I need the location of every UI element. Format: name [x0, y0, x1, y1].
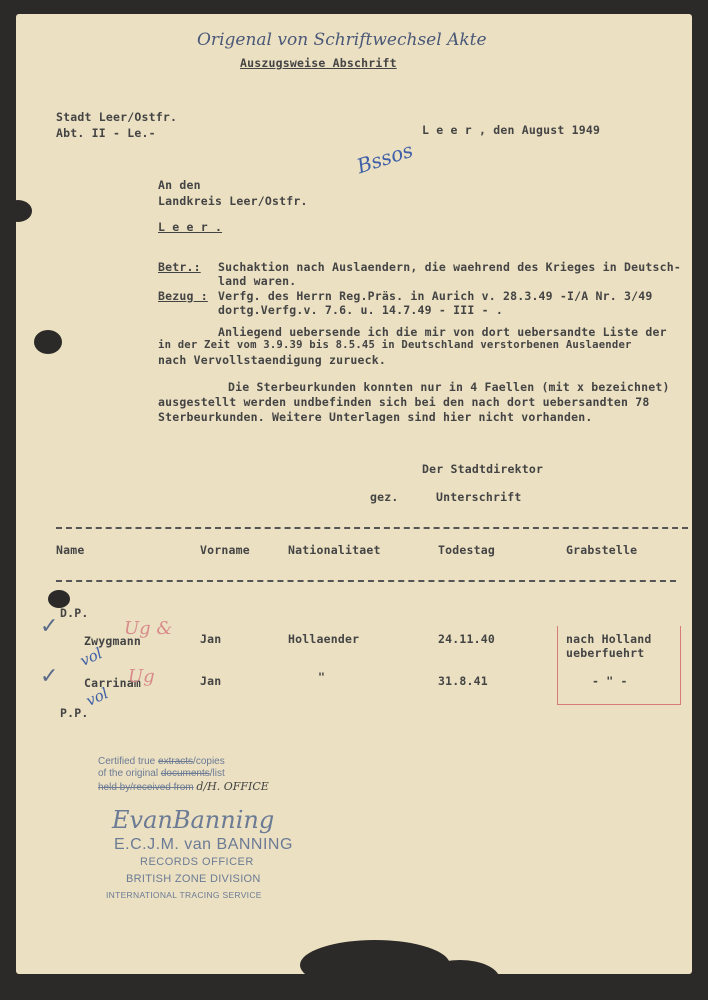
- paragraph-1-line-1: Anliegend uebersende ich die mir von dort uebersandte Liste der: [218, 325, 667, 339]
- table-row-1-name: Zwygmann: [84, 634, 141, 648]
- certify-text-1b: extracts: [158, 756, 194, 767]
- signature-name: Unterschrift: [436, 490, 522, 504]
- margin-note-dp: D.P.: [60, 606, 89, 620]
- paragraph-2-line-3: Sterbeurkunden. Weitere Unterlagen sind hier nicht vorhanden.: [158, 410, 593, 424]
- sender-line-2: Abt. II - Le.-: [56, 126, 156, 140]
- table-header-todestag: Todestag: [438, 543, 495, 557]
- check-mark-2: ✓: [40, 664, 59, 689]
- table-divider-header: [56, 580, 676, 582]
- betr-label: Betr.:: [158, 260, 201, 274]
- table-row-2-name: Carrinam: [84, 676, 141, 690]
- certify-text-1c: /copies: [193, 756, 225, 767]
- address-line-3: L e e r .: [158, 220, 223, 234]
- blue-mark-1: vol: [77, 644, 106, 670]
- certify-text-2a: of the original: [98, 768, 161, 779]
- table-row-2-todestag: 31.8.41: [438, 674, 488, 688]
- table-row-2-nationalitaet: ": [318, 670, 326, 684]
- punch-hole-middle: [34, 330, 62, 354]
- stamp-name: E.C.J.M. van BANNING: [114, 836, 293, 853]
- table-header-grabstelle: Grabstelle: [566, 543, 638, 557]
- table-row-2-vorname: Jan: [200, 674, 222, 688]
- certify-text-3a: held by/received from: [98, 782, 194, 793]
- sender-line-1: Stadt Leer/Ostfr.: [56, 110, 178, 124]
- address-line-2: Landkreis Leer/Ostfr.: [158, 194, 308, 208]
- paragraph-1-line-2: in der Zeit vom 3.9.39 bis 8.5.45 in Deutschland verstorbenen Auslaender: [158, 339, 632, 351]
- paragraph-2-line-1: Die Sterbeurkunden konnten nur in 4 Faellen (mit x bezeichnet): [228, 380, 670, 394]
- certification-line-3: [98, 780, 269, 793]
- header-title: Auszugsweise Abschrift: [240, 56, 397, 70]
- paragraph-1-line-3: nach Vervollstaendigung zurueck.: [158, 353, 386, 367]
- signature-gez: gez.: [370, 490, 399, 504]
- table-header-name: Name: [56, 543, 85, 557]
- certify-text-2b: documents: [160, 768, 210, 779]
- paragraph-2-line-2: ausgestellt werden undbefinden sich bei den nach dort uebersandten 78: [158, 395, 650, 409]
- betr-text-1: Suchaktion nach Auslaendern, die waehrend des Krieges in Deutsch-: [218, 260, 682, 274]
- stamp-role: RECORDS OFFICER: [140, 856, 254, 868]
- betr-text-2: land waren.: [218, 274, 297, 288]
- certify-text-3b: d/H. OFFICE: [196, 780, 269, 793]
- certification-line-1: [98, 756, 225, 767]
- punch-hole-top: [4, 200, 32, 222]
- table-header-vorname: Vorname: [200, 543, 250, 557]
- table-row-2-grabstelle: - " -: [592, 674, 628, 688]
- check-mark-1: ✓: [40, 614, 59, 639]
- address-line-1: An den: [158, 178, 201, 192]
- certify-text-1a: Certified true: [98, 756, 159, 767]
- table-row-1-vorname: Jan: [200, 632, 222, 646]
- red-bracket-box: [557, 626, 681, 705]
- table-row-1-todestag: 24.11.40: [438, 632, 495, 646]
- place-date: L e e r , den August 1949: [422, 123, 601, 137]
- signature-title: Der Stadtdirektor: [422, 462, 544, 476]
- bezug-label: Bezug :: [158, 289, 208, 303]
- stamp-service: INTERNATIONAL TRACING SERVICE: [106, 890, 262, 900]
- bezug-text-1: Verfg. des Herrn Reg.Präs. in Aurich v. 28.3.49 -I/A Nr. 3/49: [218, 289, 653, 303]
- table-row-1-grabstelle-1: nach Holland: [566, 632, 652, 646]
- table-divider-top: [56, 527, 688, 529]
- table-row-1-grabstelle-2: ueberfuehrt: [566, 646, 645, 660]
- bezug-text-2: dortg.Verfg.v. 7.6. u. 14.7.49 - III - .: [218, 303, 503, 317]
- stamp-division: BRITISH ZONE DIVISION: [126, 873, 261, 885]
- torn-edge-bottom-2: [420, 960, 500, 1000]
- blue-mark-2: vol: [83, 684, 112, 710]
- margin-note-pp: P.P.: [60, 706, 89, 720]
- red-mark-2: Ug: [128, 666, 155, 687]
- table-header-nationalitaet: Nationalitaet: [288, 543, 381, 557]
- certify-text-2c: /list: [209, 768, 225, 779]
- handwritten-note-top: Origenal von Schriftwechsel Akte: [197, 30, 487, 50]
- handwritten-mark-blue: Bssos: [353, 137, 416, 179]
- table-row-1-nationalitaet: Hollaender: [288, 632, 360, 646]
- red-mark-1: Ug &: [124, 618, 173, 639]
- certification-line-2: [98, 768, 225, 779]
- stamp-signature: EvanBanning: [112, 806, 275, 834]
